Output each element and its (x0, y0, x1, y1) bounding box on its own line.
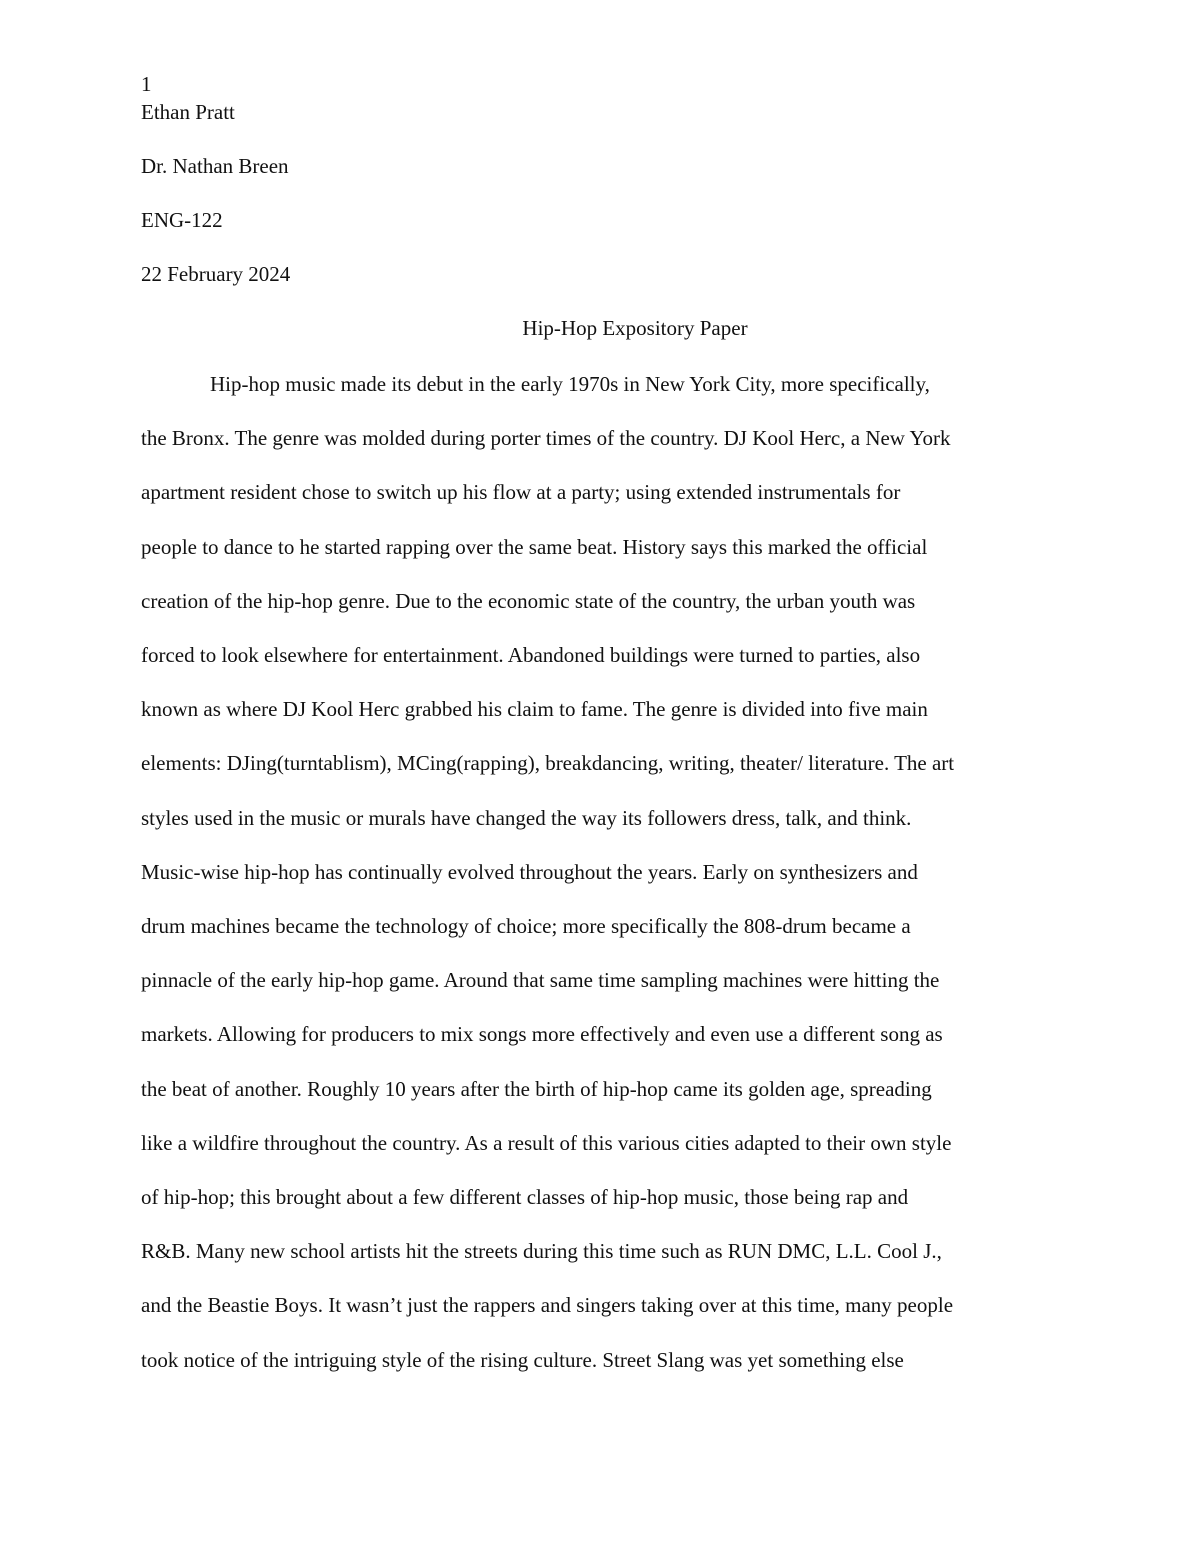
body-line: Music-wise hip-hop has continually evolved throughout the years. Early on synthesizers and (141, 860, 918, 884)
body-line: of hip-hop; this brought about a few different classes of hip-hop music, those being rap and (141, 1185, 909, 1209)
instructor-name: Dr. Nathan Breen (141, 154, 289, 178)
body-line: and the Beastie Boys. It wasn’t just the rappers and singers taking over at this time, many people (141, 1293, 954, 1317)
body-line: people to dance to he started rapping over the same beat. History says this marked the official (141, 535, 928, 559)
paper-date: 22 February 2024 (141, 262, 291, 286)
body-line: drum machines became the technology of choice; more specifically the 808-drum became a (141, 914, 911, 938)
body-line: pinnacle of the early hip-hop game. Around that same time sampling machines were hitting the (141, 968, 940, 992)
body-line: elements: DJing(turntablism), MCing(rapping), breakdancing, writing, theater/ literature. The art (141, 751, 955, 775)
body-line: styles used in the music or murals have changed the way its followers dress, talk, and think. (141, 806, 912, 830)
paper-title: Hip-Hop Expository Paper (522, 316, 748, 340)
body-line: apartment resident chose to switch up his flow at a party; using extended instrumentals for (141, 480, 901, 504)
body-line: the Bronx. The genre was molded during porter times of the country. DJ Kool Herc, a New York (141, 426, 951, 450)
course-code: ENG-122 (141, 208, 223, 232)
body-line: creation of the hip-hop genre. Due to the economic state of the country, the urban youth was (141, 589, 916, 613)
body-line: like a wildfire throughout the country. As a result of this various cities adapted to their own style (141, 1131, 952, 1155)
page-number: 1 (141, 72, 152, 96)
author-name: Ethan Pratt (141, 100, 235, 124)
body-line: markets. Allowing for producers to mix songs more effectively and even use a different song as (141, 1022, 943, 1046)
body-line: forced to look elsewhere for entertainment. Abandoned buildings were turned to parties, also (141, 643, 921, 667)
body-line: Hip-hop music made its debut in the early 1970s in New York City, more specifically, (210, 372, 930, 396)
body-line: R&B. Many new school artists hit the streets during this time such as RUN DMC, L.L. Cool J., (141, 1239, 942, 1263)
body-line: known as where DJ Kool Herc grabbed his claim to fame. The genre is divided into five main (141, 697, 928, 721)
body-line: the beat of another. Roughly 10 years after the birth of hip-hop came its golden age, spreading (141, 1077, 932, 1101)
body-line: took notice of the intriguing style of the rising culture. Street Slang was yet something else (141, 1348, 904, 1372)
